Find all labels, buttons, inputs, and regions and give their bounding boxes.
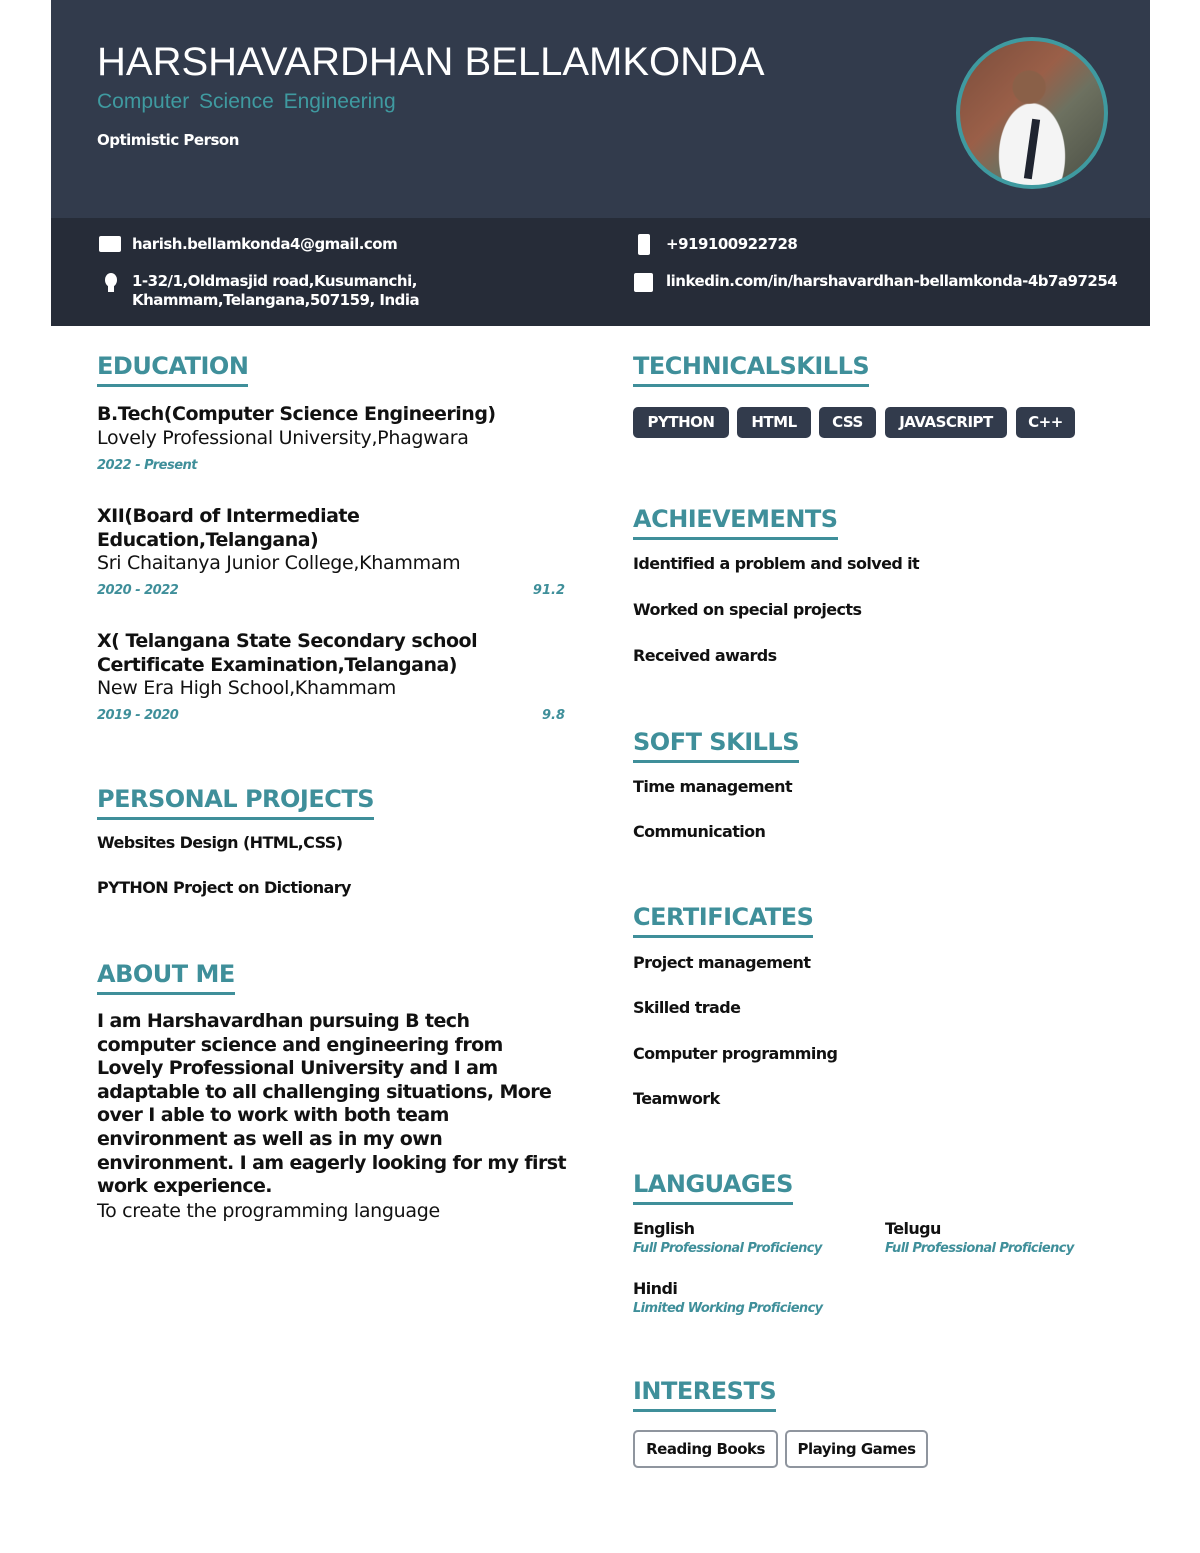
about-text-2: To create the programming language xyxy=(97,1200,440,1222)
linkedin-icon xyxy=(634,273,653,292)
edu-grade-2: 91.2 xyxy=(532,583,565,598)
edu-dates-2: 2020 - 2022 xyxy=(97,583,179,598)
edu-degree-3-line1: X( Telangana State Secondary school xyxy=(97,630,478,652)
language-level: Full Professional Proficiency xyxy=(633,1241,822,1256)
education-heading: EDUCATION xyxy=(97,352,248,387)
location-pin-tip xyxy=(108,284,114,292)
soft-skill-item: Time management xyxy=(633,777,793,796)
edu-school-1: Lovely Professional University,Phagwara xyxy=(97,427,469,449)
about-text: I am Harshavardhan pursuing B tech computer science and engineering from Lovely Professional University and I am adaptable to all challenging situations, More over I able to work with both team environment as well as in my own environment. I am eagerly looking for my first work experience. xyxy=(97,1010,566,1198)
skill-chip: C++ xyxy=(1016,407,1075,438)
projects-heading: PERSONAL PROJECTS xyxy=(97,785,374,820)
edu-grade-3: 9.8 xyxy=(541,708,565,723)
project-item: Websites Design (HTML,CSS) xyxy=(97,833,343,852)
achievements-heading: ACHIEVEMENTS xyxy=(633,505,838,540)
technical-skills-heading: TECHNICALSKILLS xyxy=(633,352,869,387)
address-line1: 1-32/1,Oldmasjid road,Kusumanchi, xyxy=(132,272,417,290)
contact-bar xyxy=(51,218,1150,326)
soft-skills-heading: SOFT SKILLS xyxy=(633,728,799,763)
certificate-item: Project management xyxy=(633,953,811,972)
candidate-tagline: Optimistic Person xyxy=(97,131,239,149)
project-item: PYTHON Project on Dictionary xyxy=(97,878,351,897)
certificate-item: Computer programming xyxy=(633,1044,838,1063)
phone-text[interactable]: +919100922728 xyxy=(666,235,798,253)
skill-chip: HTML xyxy=(737,407,811,438)
edu-degree-3 xyxy=(97,629,477,677)
email-text[interactable]: harish.bellamkonda4@gmail.com xyxy=(132,235,398,253)
edu-degree-3-line2: Certificate Examination,Telangana) xyxy=(97,654,457,676)
candidate-name: HARSHAVARDHAN BELLAMKONDA xyxy=(97,40,765,84)
about-heading: ABOUT ME xyxy=(97,960,235,995)
candidate-title: Computer Science Engineering xyxy=(97,90,396,113)
edu-school-3: New Era High School,Khammam xyxy=(97,677,397,699)
skill-chip: JAVASCRIPT xyxy=(885,407,1007,438)
achievement-item: Received awards xyxy=(633,646,777,665)
edu-degree-1: B.Tech(Computer Science Engineering) xyxy=(97,403,496,425)
header-banner xyxy=(51,0,1150,218)
edu-dates-1: 2022 - Present xyxy=(97,458,198,473)
interest-chip: Playing Games xyxy=(785,1430,928,1468)
profile-photo xyxy=(956,37,1108,189)
certificates-heading: CERTIFICATES xyxy=(633,903,813,938)
interest-chip: Reading Books xyxy=(633,1430,778,1468)
edu-school-2: Sri Chaitanya Junior College,Khammam xyxy=(97,552,461,574)
achievement-item: Worked on special projects xyxy=(633,600,862,619)
language-name: Telugu xyxy=(885,1219,941,1238)
certificate-item: Teamwork xyxy=(633,1089,720,1108)
edu-degree-2-line2: Education,Telangana) xyxy=(97,529,319,551)
soft-skill-item: Communication xyxy=(633,822,766,841)
skill-chip: PYTHON xyxy=(633,407,729,438)
language-name: Hindi xyxy=(633,1279,678,1298)
achievement-item: Identified a problem and solved it xyxy=(633,554,920,573)
skill-chip: CSS xyxy=(819,407,876,438)
interests-heading: INTERESTS xyxy=(633,1377,776,1412)
edu-degree-2-line1: XII(Board of Intermediate xyxy=(97,505,360,527)
linkedin-text[interactable]: linkedin.com/in/harshavardhan-bellamkonda-4b7a97254 xyxy=(666,272,1118,290)
address-text xyxy=(132,272,419,310)
languages-heading: LANGUAGES xyxy=(633,1170,793,1205)
edu-degree-2 xyxy=(97,504,359,552)
phone-icon xyxy=(638,234,650,255)
certificate-item: Skilled trade xyxy=(633,998,741,1017)
edu-dates-3: 2019 - 2020 xyxy=(97,708,179,723)
email-icon xyxy=(99,236,121,252)
language-level: Limited Working Proficiency xyxy=(633,1301,823,1316)
address-line2: Khammam,Telangana,507159, India xyxy=(132,291,420,309)
language-name: English xyxy=(633,1219,695,1238)
language-level: Full Professional Proficiency xyxy=(885,1241,1074,1256)
